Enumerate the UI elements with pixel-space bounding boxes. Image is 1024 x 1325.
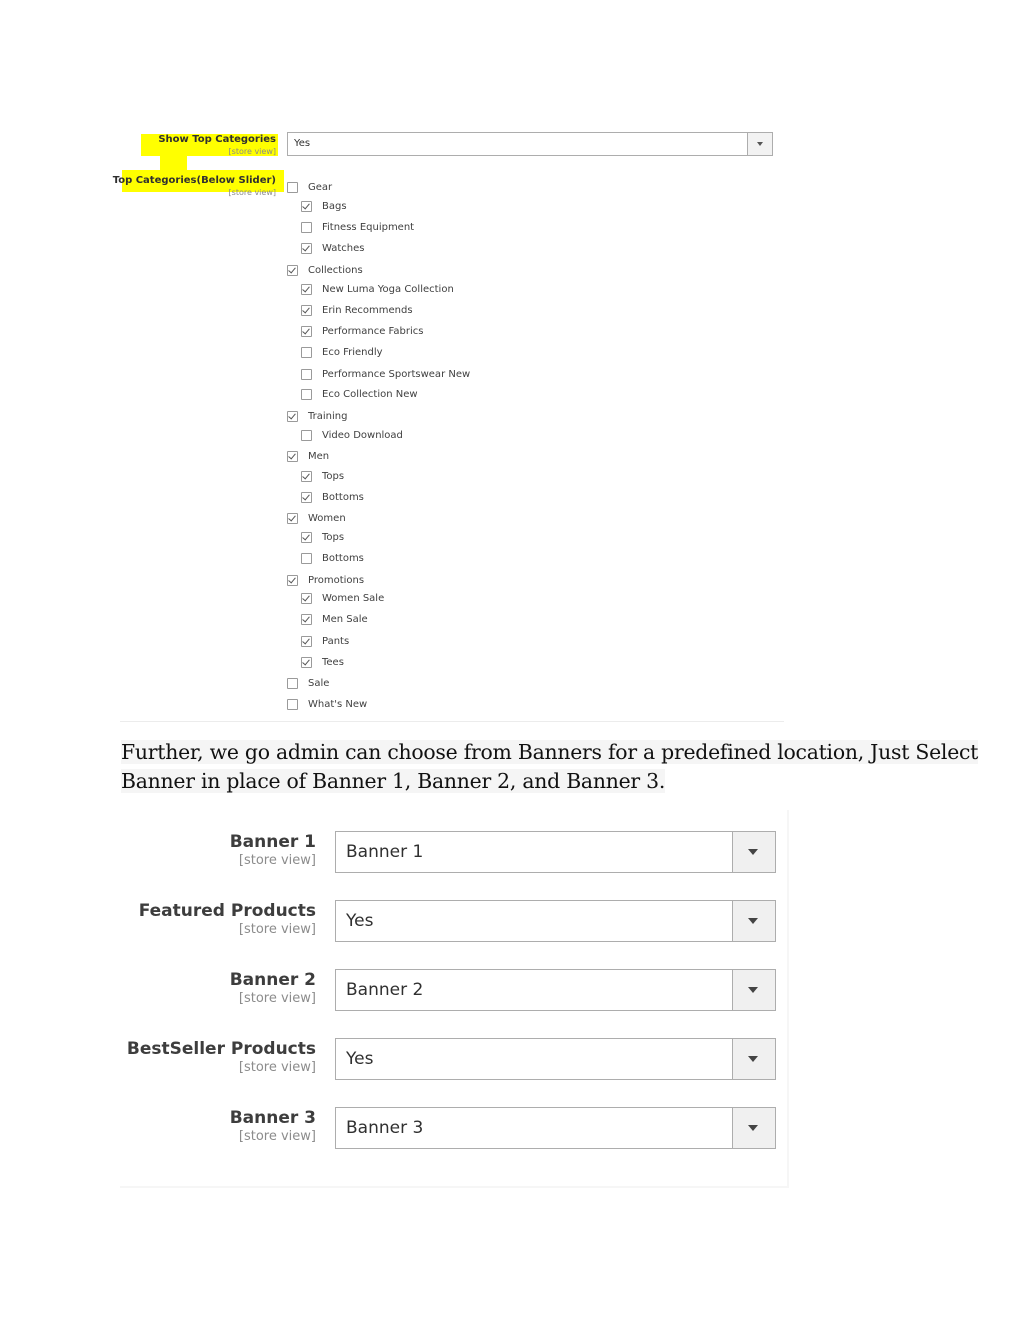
field-label: BestSeller Products xyxy=(126,1039,316,1059)
select-value: Yes xyxy=(294,138,311,149)
chevron-down-icon xyxy=(757,142,763,146)
field-scope: [store view] xyxy=(238,922,316,937)
field-scope: [store view] xyxy=(238,991,316,1006)
field-select[interactable] xyxy=(335,1038,776,1080)
category-label: Bags xyxy=(322,200,347,212)
category-item[interactable] xyxy=(287,572,364,588)
panel-divider xyxy=(120,721,784,722)
chevron-down-icon xyxy=(748,987,758,993)
select-value: Banner 1 xyxy=(346,842,424,862)
category-label: Eco Collection New xyxy=(322,388,418,400)
category-label: What's New xyxy=(308,698,368,710)
category-item[interactable] xyxy=(301,323,423,339)
category-item[interactable] xyxy=(301,468,344,484)
field-select[interactable] xyxy=(335,900,776,942)
category-item[interactable] xyxy=(301,654,344,670)
field-label: Banner 2 xyxy=(229,970,316,990)
field-select[interactable] xyxy=(335,831,776,873)
category-item[interactable] xyxy=(287,262,363,278)
category-label: Pants xyxy=(322,635,350,647)
top-categories-panel xyxy=(120,126,784,722)
category-item[interactable] xyxy=(301,590,384,606)
top-categories-label: Top Categories(Below Slider) xyxy=(112,175,276,186)
category-label: Collections xyxy=(308,264,363,276)
description-paragraph xyxy=(121,738,979,796)
paragraph-line-1: Further, we go admin can choose from Banners for a predefined location, Just Select xyxy=(121,740,979,764)
category-label: Women xyxy=(308,512,346,524)
checkbox-unchecked[interactable] xyxy=(301,222,312,233)
checkbox-checked[interactable] xyxy=(287,451,298,462)
checkbox-checked[interactable] xyxy=(301,471,312,482)
checkbox-checked[interactable] xyxy=(301,201,312,212)
category-label: Tees xyxy=(322,656,344,668)
select-arrow-button[interactable] xyxy=(732,832,775,872)
checkbox-checked[interactable] xyxy=(301,305,312,316)
field-label: Featured Products xyxy=(138,901,316,921)
category-item[interactable] xyxy=(287,675,329,691)
checkbox-checked[interactable] xyxy=(301,614,312,625)
select-value: Yes xyxy=(346,1049,374,1069)
chevron-down-icon xyxy=(748,1056,758,1062)
field-label: Banner 3 xyxy=(229,1108,316,1128)
category-label: Watches xyxy=(322,242,365,254)
category-item[interactable] xyxy=(301,366,470,382)
category-item[interactable] xyxy=(287,179,332,195)
category-item[interactable] xyxy=(301,633,349,649)
category-label: Women Sale xyxy=(322,592,385,604)
category-label: Bottoms xyxy=(322,552,364,564)
category-item[interactable] xyxy=(287,510,346,526)
category-item[interactable] xyxy=(301,489,364,505)
select-value: Banner 2 xyxy=(346,980,424,1000)
category-item[interactable] xyxy=(301,550,364,566)
checkbox-checked[interactable] xyxy=(301,593,312,604)
checkbox-unchecked[interactable] xyxy=(301,347,312,358)
checkbox-checked[interactable] xyxy=(287,575,298,586)
checkbox-checked[interactable] xyxy=(287,265,298,276)
checkbox-unchecked[interactable] xyxy=(287,182,298,193)
category-label: Training xyxy=(308,410,348,422)
category-label: Erin Recommends xyxy=(322,304,413,316)
category-item[interactable] xyxy=(287,408,347,424)
category-item[interactable] xyxy=(287,696,367,712)
category-label: Tops xyxy=(322,531,345,543)
field-scope: [store view] xyxy=(238,853,316,868)
category-label: Gear xyxy=(308,181,333,193)
show-top-categories-label: Show Top Categories xyxy=(158,134,276,145)
category-label: Fitness Equipment xyxy=(322,221,415,233)
category-label: Tops xyxy=(322,470,345,482)
field-scope: [store view] xyxy=(238,1060,316,1075)
field-label: Banner 1 xyxy=(229,832,316,852)
category-label: Sale xyxy=(308,677,330,689)
category-item[interactable] xyxy=(301,302,413,318)
category-item[interactable] xyxy=(301,198,347,214)
panel-edge xyxy=(120,1186,789,1188)
field-select[interactable] xyxy=(335,1107,776,1149)
select-value: Banner 3 xyxy=(346,1118,424,1138)
checkbox-unchecked[interactable] xyxy=(287,699,298,710)
category-item[interactable] xyxy=(301,611,368,627)
category-label: Eco Friendly xyxy=(322,346,383,358)
category-label: Men xyxy=(308,450,330,462)
category-item[interactable] xyxy=(301,240,365,256)
checkbox-unchecked[interactable] xyxy=(301,369,312,380)
chevron-down-icon xyxy=(748,918,758,924)
checkbox-unchecked[interactable] xyxy=(301,430,312,441)
category-item[interactable] xyxy=(301,427,403,443)
chevron-down-icon xyxy=(748,849,758,855)
field-scope: [store view] xyxy=(238,1129,316,1144)
show-top-categories-scope: [store view] xyxy=(228,147,276,156)
category-label: New Luma Yoga Collection xyxy=(322,283,454,295)
category-item[interactable] xyxy=(301,529,344,545)
checkbox-unchecked[interactable] xyxy=(301,553,312,564)
checkbox-checked[interactable] xyxy=(301,532,312,543)
select-arrow-button[interactable] xyxy=(747,133,772,155)
category-item[interactable] xyxy=(301,219,414,235)
category-label: Performance Sportswear New xyxy=(322,368,471,380)
category-item[interactable] xyxy=(301,386,418,402)
select-arrow-button[interactable] xyxy=(732,1039,775,1079)
panel-edge xyxy=(787,810,789,1188)
checkbox-checked[interactable] xyxy=(301,243,312,254)
category-item[interactable] xyxy=(301,281,454,297)
banner-config-panel xyxy=(120,810,789,1188)
checkbox-unchecked[interactable] xyxy=(287,678,298,689)
select-arrow-button[interactable] xyxy=(732,970,775,1010)
category-item[interactable] xyxy=(287,448,329,464)
show-top-categories-select[interactable] xyxy=(287,132,773,156)
select-arrow-button[interactable] xyxy=(732,901,775,941)
checkbox-checked[interactable] xyxy=(301,492,312,503)
checkbox-checked[interactable] xyxy=(301,284,312,295)
checkbox-checked[interactable] xyxy=(287,513,298,524)
category-label: Men Sale xyxy=(322,613,368,625)
checkbox-checked[interactable] xyxy=(287,411,298,422)
category-item[interactable] xyxy=(301,344,383,360)
chevron-down-icon xyxy=(748,1125,758,1131)
select-value: Yes xyxy=(346,911,374,931)
paragraph-line-2: Banner in place of Banner 1, Banner 2, and Banner 3. xyxy=(121,769,666,793)
checkbox-checked[interactable] xyxy=(301,636,312,647)
category-label: Promotions xyxy=(308,574,365,586)
top-categories-scope: [store view] xyxy=(228,188,276,197)
category-label: Performance Fabrics xyxy=(322,325,424,337)
category-label: Bottoms xyxy=(322,491,364,503)
field-select[interactable] xyxy=(335,969,776,1011)
select-arrow-button[interactable] xyxy=(732,1108,775,1148)
checkbox-unchecked[interactable] xyxy=(301,389,312,400)
category-label: Video Download xyxy=(322,429,403,441)
checkbox-checked[interactable] xyxy=(301,657,312,668)
checkbox-checked[interactable] xyxy=(301,326,312,337)
